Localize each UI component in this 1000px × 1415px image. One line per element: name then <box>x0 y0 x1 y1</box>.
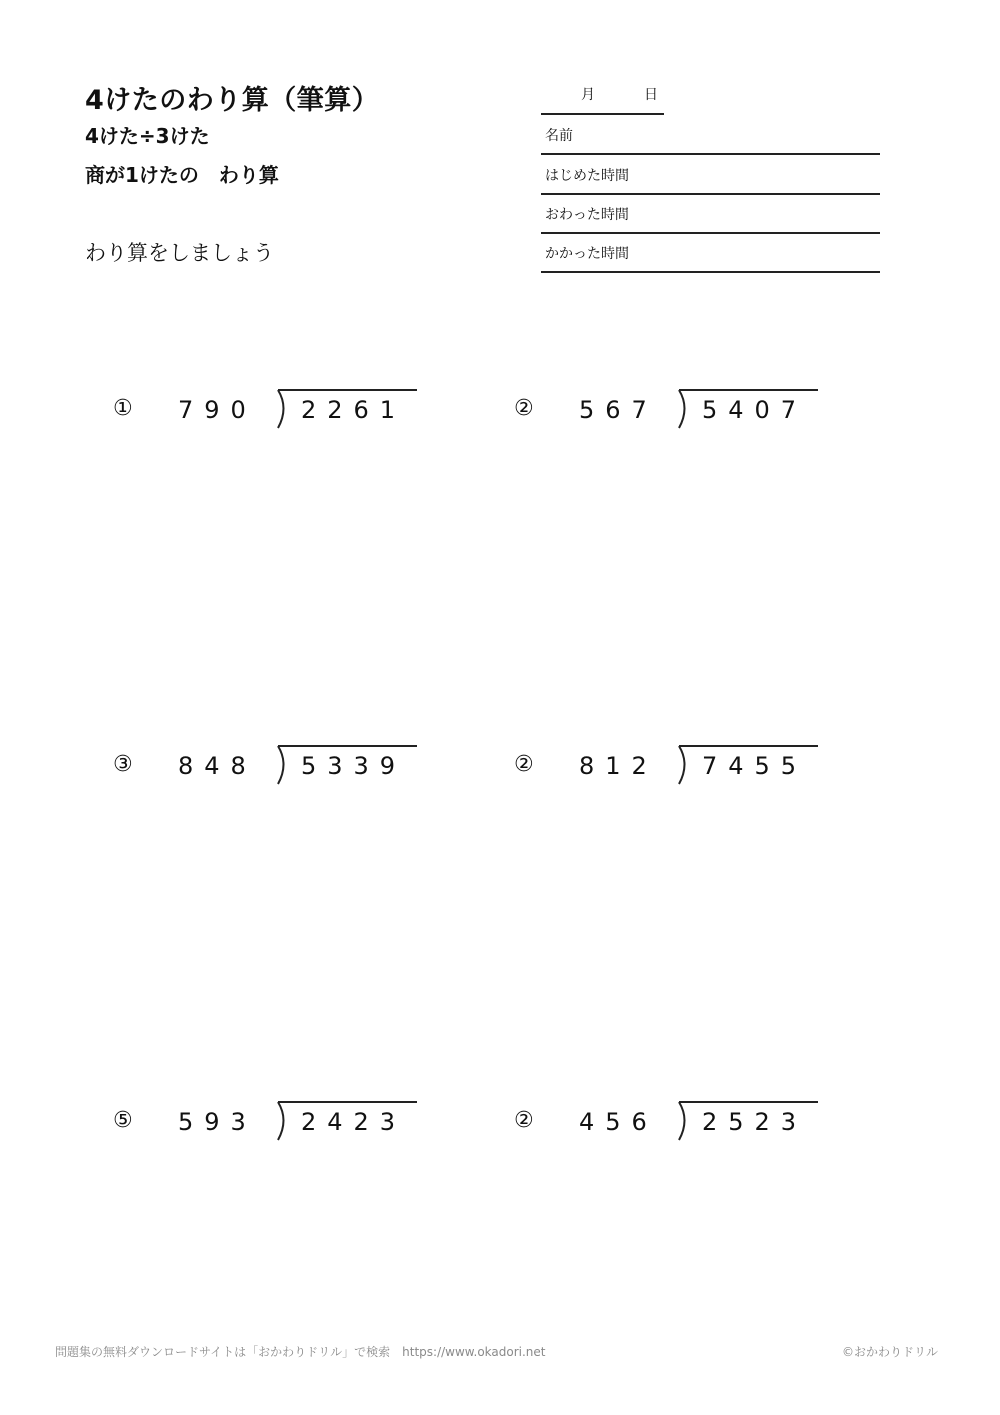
problem-number: ② <box>514 1108 534 1133</box>
dividend: 5407 <box>702 396 808 424</box>
divisor: 593 <box>178 1108 257 1136</box>
division-problem-6 <box>514 1100 844 1150</box>
dividend: 2523 <box>702 1108 808 1136</box>
division-problem-5 <box>113 1100 443 1150</box>
dividend: 5339 <box>301 752 407 780</box>
instruction-text: わり算をしましょう <box>85 241 274 265</box>
end-time-field[interactable] <box>541 194 880 234</box>
worksheet-subtitle-2: 商が1けたの わり算 <box>85 163 279 187</box>
elapsed-time-field[interactable] <box>541 233 880 273</box>
problem-number: ② <box>514 752 534 777</box>
dividend: 2423 <box>301 1108 407 1136</box>
divisor: 812 <box>579 752 658 780</box>
division-problem-3 <box>113 744 443 794</box>
elapsed-time-label: かかった時間 <box>545 246 629 262</box>
worksheet-title: 4けたのわり算（筆算） <box>85 85 380 116</box>
problem-number: ③ <box>113 752 133 777</box>
problem-number: ① <box>113 396 133 421</box>
dividend: 2261 <box>301 396 407 424</box>
problem-number: ② <box>514 396 534 421</box>
division-problem-2 <box>514 388 844 438</box>
division-problem-4 <box>514 744 844 794</box>
divisor: 456 <box>579 1108 658 1136</box>
end-time-label: おわった時間 <box>545 207 629 223</box>
division-problem-1 <box>113 388 443 438</box>
name-field[interactable] <box>541 115 880 155</box>
name-label: 名前 <box>545 128 573 144</box>
start-time-label: はじめた時間 <box>545 168 629 184</box>
date-field[interactable] <box>541 84 664 115</box>
divisor: 848 <box>178 752 257 780</box>
divisor: 567 <box>579 396 658 424</box>
divisor: 790 <box>178 396 257 424</box>
footer-download-note: 問題集の無料ダウンロードサイトは「おかわりドリル」で検索 https://www.okadori.net <box>55 1345 546 1359</box>
day-label: 日 <box>644 87 658 103</box>
problem-number: ⑤ <box>113 1108 133 1133</box>
start-time-field[interactable] <box>541 155 880 195</box>
month-label: 月 <box>581 87 595 103</box>
worksheet-subtitle: 4けた÷3けた <box>85 124 210 148</box>
footer-copyright: ©おかわりドリル <box>841 1345 938 1359</box>
dividend: 7455 <box>702 752 808 780</box>
